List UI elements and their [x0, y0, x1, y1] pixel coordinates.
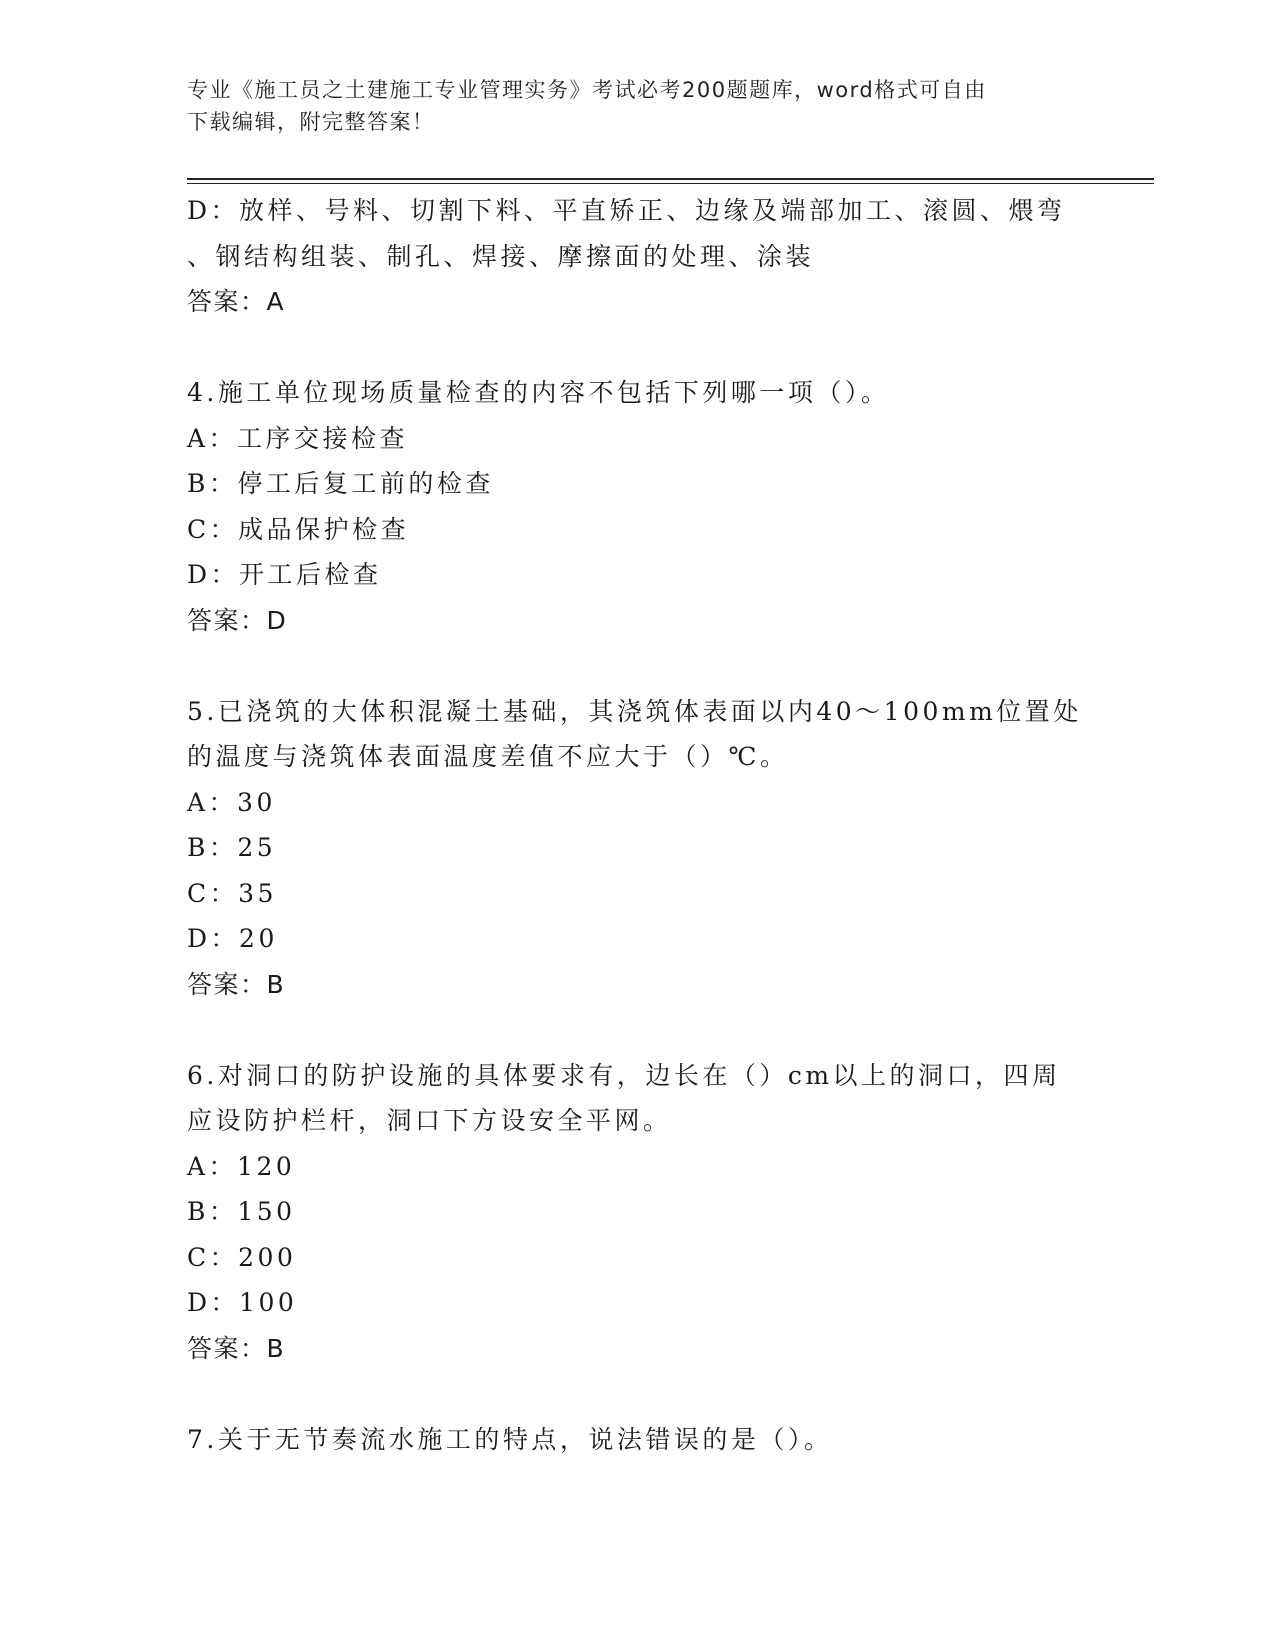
option-d-line-1: D：放样、号料、切割下料、平直矫正、边缘及端部加工、滚圆、煨弯 [187, 196, 1066, 225]
spacer [187, 1008, 1087, 1053]
header-line-1: 专业《施工员之土建施工专业管理实务》考试必考200题题库，word格式可自由 [187, 78, 987, 102]
question-4 [187, 370, 1087, 644]
question-text-line-2: 应设防护栏杆，洞口下方设安全平网。 [187, 1106, 672, 1135]
answer: 答案：B [187, 1333, 286, 1363]
option-b: B：停工后复工前的检查 [187, 469, 494, 498]
question-text: 4.施工单位现场质量检查的内容不包括下列哪一项（）。 [187, 378, 890, 407]
option-d: D：开工后检查 [187, 560, 382, 589]
option-a: A：120 [187, 1151, 296, 1181]
question-7 [187, 1417, 1087, 1463]
document-header [187, 74, 1067, 138]
question-text-line-2: 的温度与浇筑体表面温度差值不应大于（）℃。 [187, 742, 789, 771]
option-d-line-2: 、钢结构组装、制孔、焊接、摩擦面的处理、涂装 [187, 241, 815, 271]
question-6 [187, 1053, 1087, 1372]
header-line-2: 下载编辑，附完整答案！ [187, 110, 435, 134]
option-c: C：成品保护检查 [187, 514, 410, 544]
answer: 答案：D [187, 605, 288, 635]
question-5 [187, 689, 1087, 1008]
question-text-line-1: 6.对洞口的防护设施的具体要求有，边长在（）cm以上的洞口，四周 [187, 1060, 1061, 1090]
option-c: C：35 [187, 878, 277, 908]
option-c: C：200 [187, 1242, 297, 1272]
option-d: D：100 [187, 1288, 298, 1317]
question-3-tail [187, 188, 1087, 325]
spacer [187, 644, 1087, 689]
question-text-line-1: 5.已浇筑的大体积混凝土基础，其浇筑体表面以内40～100mm位置处 [187, 696, 1082, 726]
spacer [187, 325, 1087, 370]
question-text: 7.关于无节奏流水施工的特点，说法错误的是（）。 [187, 1424, 833, 1454]
option-d: D：20 [187, 924, 278, 953]
answer: 答案：B [187, 969, 286, 999]
option-a: A：30 [187, 787, 276, 817]
option-b: B：150 [187, 1197, 296, 1226]
option-a: A：工序交接检查 [187, 423, 409, 453]
question-list [187, 188, 1087, 1462]
header-divider [187, 178, 1154, 184]
option-b: B：25 [187, 833, 277, 862]
answer: 答案：A [187, 287, 286, 316]
spacer [187, 1372, 1087, 1417]
